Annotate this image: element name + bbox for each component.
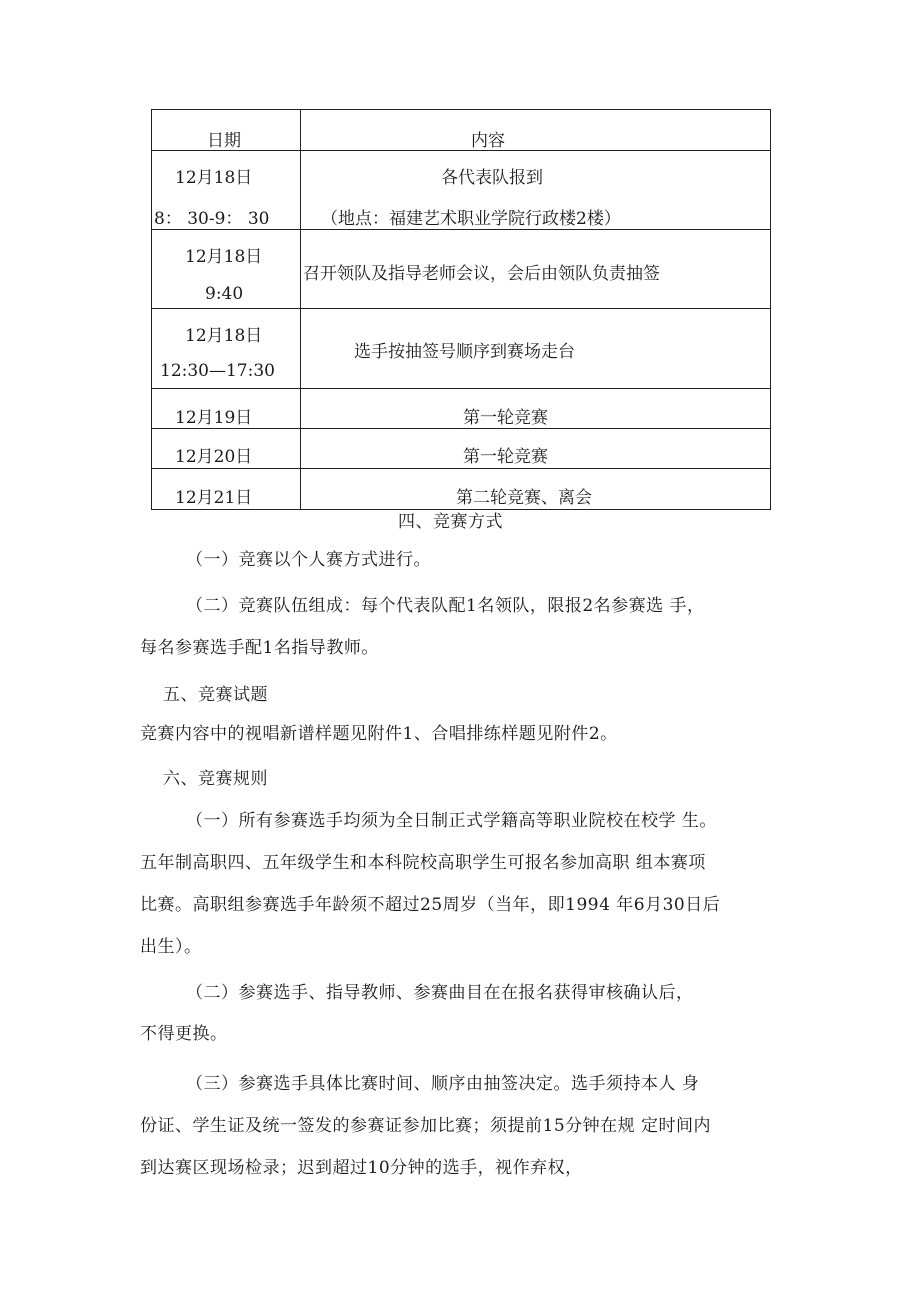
row-date-line2: 8： 30-9： 30	[154, 209, 270, 229]
section6-paragraph: 五年制高职四、五年级学生和本科院校高职学生可报名参加高职 组本赛项	[140, 853, 706, 873]
row-date-line2: 12:30—17:30	[160, 361, 275, 381]
section6-paragraph: （一）所有参赛选手均须为全日制正式学籍高等职业院校在校学 生。	[186, 811, 717, 831]
row-date-line1: 12月18日	[185, 326, 263, 346]
section5-paragraph: 竞赛内容中的视唱新谱样题见附件1、合唱排练样题见附件2。	[140, 724, 618, 744]
section6-paragraph: （二）参赛选手、指导教师、参赛曲目在在报名获得审核确认后，	[186, 983, 694, 1003]
section4-paragraph: 每名参赛选手配1名指导教师。	[140, 638, 379, 658]
row-date: 12月19日	[175, 408, 253, 428]
row-date-line2: 9:40	[205, 284, 244, 304]
section5-heading: 五、竞赛试题	[163, 685, 268, 705]
header-content: 内容	[471, 131, 505, 151]
row-content: 第一轮竞赛	[463, 447, 548, 467]
section6-paragraph: 份证、学生证及统一签发的参赛证参加比赛；须提前15分钟在规 定时间内	[140, 1116, 712, 1136]
row-content-line2: （地点：福建艺术职业学院行政楼2楼）	[321, 209, 621, 229]
schedule-table	[151, 109, 771, 510]
section6-paragraph: 不得更换。	[140, 1024, 228, 1044]
section6-paragraph: 比赛。高职组参赛选手年龄须不超过25周岁（当年，即1994 年6月30日后	[140, 895, 721, 915]
table-row	[152, 309, 771, 389]
header-date: 日期	[207, 131, 241, 151]
section4-paragraph: （二）竞赛队伍组成：每个代表队配1名领队，限报2名参赛选 手，	[186, 596, 705, 616]
table-row	[152, 151, 771, 230]
row-date-line1: 12月18日	[185, 247, 263, 267]
section6-paragraph: 到达赛区现场检录；迟到超过10分钟的选手，视作弃权，	[140, 1158, 583, 1178]
table-row	[152, 389, 771, 429]
row-content: 第二轮竞赛、离会	[456, 488, 592, 508]
header-cell-content	[301, 110, 771, 151]
row-content-line1: 各代表队报到	[441, 168, 543, 188]
row-date: 12月20日	[175, 447, 253, 467]
section6-heading: 六、竞赛规则	[163, 769, 268, 789]
row-content: 选手按抽签号顺序到赛场走台	[354, 342, 575, 362]
header-cell-date	[152, 110, 301, 151]
table-header-row	[152, 110, 771, 151]
row-content: 召开领队及指导老师会议，会后由领队负责抽签	[303, 264, 660, 284]
section6-paragraph: 出生）。	[140, 937, 202, 957]
row-content: 第一轮竞赛	[463, 408, 548, 428]
row-date: 12月21日	[175, 488, 253, 508]
row-date-line1: 12月18日	[175, 168, 253, 188]
section6-paragraph: （三）参赛选手具体比赛时间、顺序由抽签决定。选手须持本人 身	[186, 1074, 700, 1094]
table-row	[152, 230, 771, 309]
table-row	[152, 429, 771, 469]
table-row	[152, 469, 771, 510]
section4-paragraph: （一）竞赛以个人赛方式进行。	[186, 550, 431, 570]
section4-heading: 四、竞赛方式	[398, 512, 503, 532]
